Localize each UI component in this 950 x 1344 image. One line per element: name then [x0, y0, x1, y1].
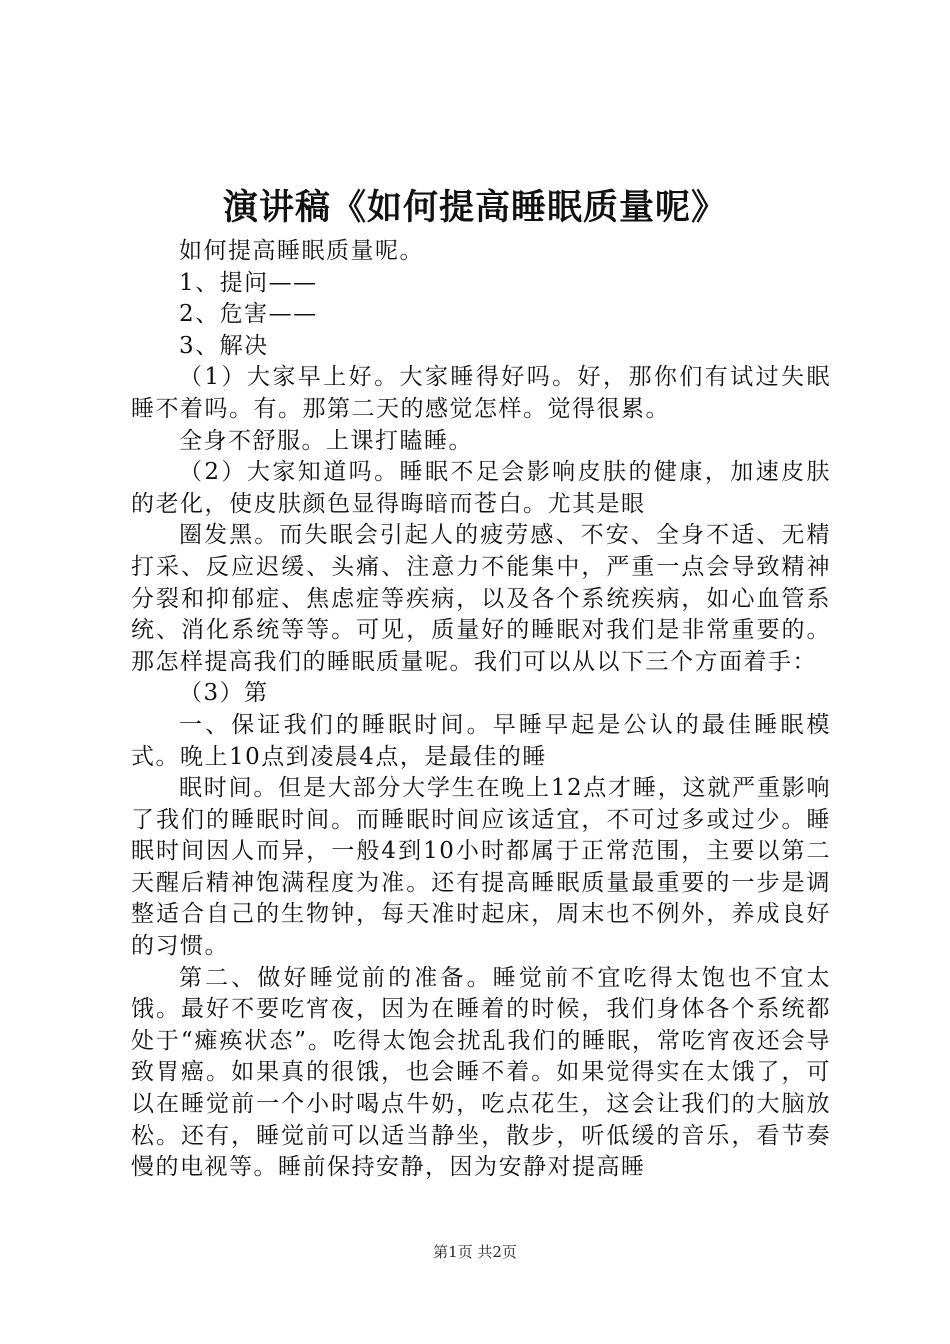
paragraph-second-point: 第二、做好睡觉前的准备。睡觉前不宜吃得太饱也不宜太饿。最好不要吃宵夜，因为在睡着的时候，我们身体各个系统都处于“瘫痪状态”。吃得太饱会扰乱我们的睡眠，常吃宵夜还会导致胃癌。如果真的很饿，也会睡不着。如果觉得实在太饿了，可以在睡觉前一个小时喝点牛奶，吃点花生，这会让我们的大脑放松。还有，睡觉前可以适当静坐，散步，听低缓的音乐，看节奏慢的电视等。睡前保持安静，因为安静对提高睡 [131, 964, 831, 1181]
outline-item-1: 1、提问—— [179, 269, 318, 296]
paragraph-sleep-time: 眠时间。但是大部分大学生在晚上12点才睡，这就严重影响了我们的睡眠时间。而睡眠时间应该适宜，不可过多或过少。睡眠时间因人而异，一般4到10小时都属于正常范围，主要以第二天醒后精神饱满程度为准。还有提高睡眠质量最重要的一步是调整适合自己的生物钟，每天准时起床，周末也不例外，养成良好的习惯。 [131, 775, 831, 960]
paragraph-tired: 全身不舒服。上课打瞌睡。 [179, 427, 473, 454]
outline-item-2: 2、危害—— [179, 301, 318, 328]
paragraph-first-point: 一、保证我们的睡眠时间。早睡早起是公认的最佳睡眠模式。晚上10点到凌晨4点，是最佳的睡 [131, 711, 831, 770]
document-body [131, 236, 831, 1184]
paragraph-part-3: （3）第 [179, 680, 269, 707]
paragraph-part-1: （1）大家早上好。大家睡得好吗。好，那你们有试过失眠睡不着吗。有。那第二天的感觉怎样。觉得很累。 [131, 364, 831, 422]
paragraph-intro: 如何提高睡眠质量呢。 [179, 238, 424, 264]
paragraph-part-2: （2）大家知道吗。睡眠不足会影响皮肤的健康，加速皮肤的老化，使皮肤颜色显得晦暗而苍白。尤其是眼 [131, 459, 831, 517]
document-title: 演讲稿《如何提高睡眠质量呢》 [222, 187, 727, 228]
paragraph-harms: 圈发黑。而失眠会引起人的疲劳感、不安、全身不适、无精打采、反应迟缓、头痛、注意力不能集中，严重一点会导致精神分裂和抑郁症、焦虑症等疾病，以及各个系统疾病，如心血管系统、消化系统等等。可见，质量好的睡眠对我们是非常重要的。那怎样提高我们的睡眠质量呢。我们可以从以下三个方面着手： [131, 522, 831, 675]
outline-item-3: 3、解决 [179, 332, 269, 359]
page-footer: 第1页 共2页 [433, 1243, 517, 1261]
